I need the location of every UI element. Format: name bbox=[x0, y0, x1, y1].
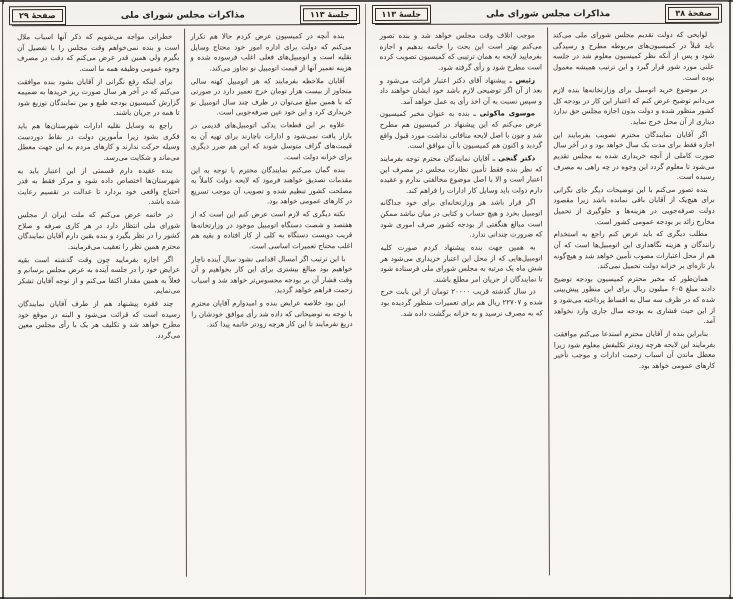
text-column bbox=[375, 27, 549, 576]
paragraph: رئیس ـ پیشنهاد آقای دکتر اعتبار قرائت می‌شود و بعد از آن اگر توضیحی لازم باشد خود ایشان خواهند داد و سپس نسبت به آن اخذ رأی به عمل خواهد آمد. bbox=[379, 75, 543, 106]
paragraph: دکتر گنجی ـ آقایان نمایندگان محترم توجه بفرمایند که نظر بنده فقط تأمین نظارت مجلس در مصرف این اعتبار است و الا با اصل موضوع مخالفتی ندارم و عقیده دارم دولت باید وسایل کار ادارات را فراهم کند. bbox=[379, 154, 543, 195]
paragraph: بنده تصور می‌کنم با این توضیحات دیگر جای نگرانی برای هیچ‌یک از آقایان باقی نمانده باشد زیرا مقصود دولت صرفه‌جویی در هزینه‌ها و جلوگیری از تحمیل مخارج زائد بر بودجه عمومی کشور است. bbox=[553, 185, 715, 226]
paragraph: در موضوع خرید اتومبیل برای وزارتخانه‌ها بنده لازم می‌دانم توضیح عرض کنم که اعتبار این کار در بودجه کل کشور منظور شده و دولت بدون اجازه مجلس حق ندارد دیناری از آن محل خرج نماید. bbox=[553, 85, 715, 127]
paragraph: اگر آقایان نمایندگان محترم تصویب بفرمایند این اجازه فقط برای مدت یک سال خواهد بود و در آخر سال صورت کاملی از آنچه خریداری شده به مجلس تقدیم می‌شود تا معلوم گردد این وجوه در چه راهی به مصرف رسیده است. bbox=[553, 130, 715, 182]
paragraph: به همین جهت بنده پیشنهاد کردم صورت کلیه اتومبیل‌هایی که از محل این اعتبار خریداری می‌شود هر شش ماه یک مرتبه به مجلس شورای ملی فرستاده شود تا نمایندگان از جریان امر مطلع باشند. bbox=[380, 243, 543, 284]
page-number-badge: صفحۀ ۳۸ bbox=[668, 7, 719, 20]
speaker-name: دکتر گنجی ـ bbox=[489, 154, 536, 163]
page-number-badge: صفحۀ ۲۹ bbox=[12, 9, 63, 22]
paragraph: برای اینکه رفع نگرانی از آقایان بشود بنده موافقت می‌کنم که در آخر هر سال صورت ریز خریدها به ضمیمه گزارش کمیسیون بودجه طبع و بین نمایندگان توزیع شود تا همه در جریان باشند. bbox=[17, 77, 180, 118]
text-column bbox=[184, 28, 358, 577]
page-title: مذاکرات مجلس شورای ملی bbox=[486, 8, 611, 20]
paragraph: لوایحی که دولت تقدیم مجلس شورای ملی می‌کند باید قبلاً در کمیسیون‌های مربوطه مطرح و رسیدگی شود و پس از آنکه نظر کمیسیون معلوم شد در جلسه علنی مورد شور قرار گیرد و این ترتیب همیشه معمول بوده است. bbox=[552, 30, 715, 82]
paragraph: خطراتی مواجه می‌شویم که ذکر آنها اسباب ملال است و بنده نمی‌خواهم وقت مجلس را با تفصیل آن بگیرم ولی همین قدر عرض می‌کنم که دقت در مصرف وجوه عمومی وظیفه همه ما است. bbox=[17, 32, 180, 73]
paragraph: همان‌طور که مخبر محترم کمیسیون بودجه توضیح دادند مبلغ ۶۰۵ میلیون ریال برای این منظور پیش‌بینی شده که در ظرف سه سال به اقساط پرداخته می‌شود و از این حیث فشاری به بودجه سال جاری وارد نخواهد آمد. bbox=[553, 274, 716, 326]
paragraph: بنابراین بنده از آقایان محترم استدعا می‌کنم موافقت بفرمایند این لایحه هرچه زودتر تکلیفش معلوم شود زیرا معطل ماندن آن اسباب زحمت ادارات و موجب تأخیر کارهای عمومی خواهد بود. bbox=[553, 329, 716, 370]
page-fold-line bbox=[365, 4, 366, 595]
session-number-badge: جلسۀ ۱۱۳ bbox=[303, 8, 357, 21]
paragraph: نکته دیگری که لازم است عرض کنم این است که از هفتصد و شصت دستگاه اتومبیل موجود در وزارتخانه‌ها قریب دویست دستگاه به کلی از کار افتاده و بقیه هم اغلب محتاج تعمیرات اساسی است. bbox=[190, 210, 353, 251]
page-header-right bbox=[374, 7, 719, 25]
text-columns-left bbox=[12, 28, 358, 577]
page-left bbox=[3, 3, 368, 597]
paragraph: اگر اجازه بفرمایید چون وقت گذشته است بقیه عرایض خود را در جلسه آینده به عرض مجلس برسانم و فعلاً به همین مقدار اکتفا می‌کنم و از توجه آقایان تشکر می‌نمایم. bbox=[17, 255, 181, 296]
document-spread bbox=[3, 2, 730, 598]
page-right bbox=[365, 2, 730, 596]
paragraph: این بود خلاصه عرایض بنده و امیدوارم آقایان محترم با توجه به توضیحاتی که داده شد رأی موافق خودشان را دریغ نفرمایند تا این کار هرچه زودتر خاتمه پیدا کند. bbox=[191, 299, 353, 329]
paragraph: اگر قرار باشد هر وزارتخانه‌ای برای خود جداگانه اتومبیل بخرد و هیچ حساب و کتابی در میان نباشد ممکن است مبالغ هنگفتی از بودجه کشور صرف اموری شود که ضرورت چندانی ندارد. bbox=[380, 198, 543, 239]
paragraph: موسوی ماکوئی ـ بنده به عنوان مخبر کمیسیون عرض می‌کنم که این پیشنهاد در کمیسیون هم مطرح شد و چون با اصل لایحه منافاتی نداشت مورد قبول واقع گردید و اکنون هم کمیسیون با آن موافق است. bbox=[379, 109, 543, 151]
text-column bbox=[12, 29, 186, 578]
page-title: مذاکرات مجلس شورای ملی bbox=[120, 9, 245, 21]
speaker-name: رئیس ـ bbox=[505, 75, 535, 85]
paragraph: بنده گمان می‌کنم نمایندگان محترم با توجه به این مقدمات تصدیق خواهند فرمود که لایحه دولت کاملاً به مصلحت کشور تنظیم شده و تصویب آن موجب تسریع در کارهای عمومی خواهد بود. bbox=[190, 165, 353, 206]
paragraph: راجع به وسایل نقلیه ادارات شهرستان‌ها هم باید فکری بشود زیرا مأمورین دولت در نقاط دوردست وسیله حرکت ندارند و کارهای مردم به این جهت معطل می‌ماند و شکایت می‌رسد. bbox=[17, 121, 180, 162]
paragraph: چند فقره پیشنهاد هم از طرف آقایان نمایندگان رسیده است که قرائت می‌شود و البته در موقع خود مطرح خواهد شد و تکلیف هر یک با رأی مجلس معین می‌گردد. bbox=[18, 299, 181, 340]
page-header-left bbox=[12, 8, 357, 26]
session-number-badge: جلسۀ ۱۱۳ bbox=[374, 8, 428, 21]
paragraph: علاوه بر این قطعات یدکی اتومبیل‌های قدیمی در بازار یافت نمی‌شود و ادارات ناچارند برای تهیه آن به قیمت‌های گزاف متوسل شوند که این هم ضرر دیگری برای خزانه دولت است. bbox=[190, 121, 353, 162]
speaker-name: موسوی ماکوئی ـ bbox=[469, 109, 536, 119]
text-columns-right bbox=[375, 27, 721, 576]
paragraph: بنده آنچه در کمیسیون عرض کردم حالا هم تکرار می‌کنم که دولت برای اداره امور خود محتاج وسایل نقلیه است و اتومبیل‌های فعلی اغلب فرسوده شده و هزینه تعمیر آنها از قیمت اتومبیل نو تجاوز می‌کند. bbox=[190, 32, 352, 73]
paragraph: موجب اتلاف وقت مجلس خواهد شد و بنده تصور می‌کنم بهتر است این بحث را خاتمه بدهیم و اجازه بفرمایید لایحه به همان ترتیبی که کمیسیون تصویب کرده است مطرح شود و رأی گرفته شود. bbox=[379, 31, 542, 72]
text-column bbox=[547, 27, 721, 576]
paragraph: در خاتمه عرض می‌کنم که ملت ایران از مجلس شورای ملی انتظار دارد در هر کاری صرفه و صلاح کشور را در نظر بگیرد و بنده یقین دارم آقایان نمایندگان محترم همین نظر را تعقیب می‌فرمایند. bbox=[17, 210, 181, 251]
paragraph: در سال گذشته قریب ۲۰۰۰۰ تومان از این بابت خرج شده و ۲۲۷۰۷ ریال هم برای تعمیرات منظور گردیده بود که به مصرف نرسید و به خزانه برگشت داده شد. bbox=[380, 287, 543, 318]
paragraph: با این ترتیب اگر امسال اقدامی نشود سال آینده ناچار خواهیم بود مبالغ بیشتری برای این کار بخواهیم و آن وقت فشار آن بر بودجه محسوس‌تر خواهد شد و اسباب زحمت فراهم خواهد گردید. bbox=[191, 254, 353, 295]
paragraph: آقایان ملاحظه بفرمایند که هر اتومبیل کهنه سالی متجاوز از بیست هزار تومان خرج تعمیر دارد در صورتی که با همین مبلغ می‌توان در ظرف چند سال اتومبیل نو خریداری کرد و این خود عین صرفه‌جویی است. bbox=[190, 76, 352, 117]
paragraph: بنده عقیده دارم قسمتی از این اعتبار باید به شهرستان‌ها اختصاص داده شود و مرکز فقط به قدر احتیاج واقعی خود بردارد تا عدالت در تقسیم رعایت شده باشد. bbox=[17, 166, 180, 207]
paragraph: مطلب دیگری که باید عرض کنم راجع به استخدام رانندگان و هزینه نگاهداری این اتومبیل‌ها است که آن هم از محل اعتبارات مصوب تأمین خواهد شد و هیچ‌گونه بار تازه‌ای بر خزانه دولت تحمیل نمی‌کند. bbox=[553, 230, 715, 271]
